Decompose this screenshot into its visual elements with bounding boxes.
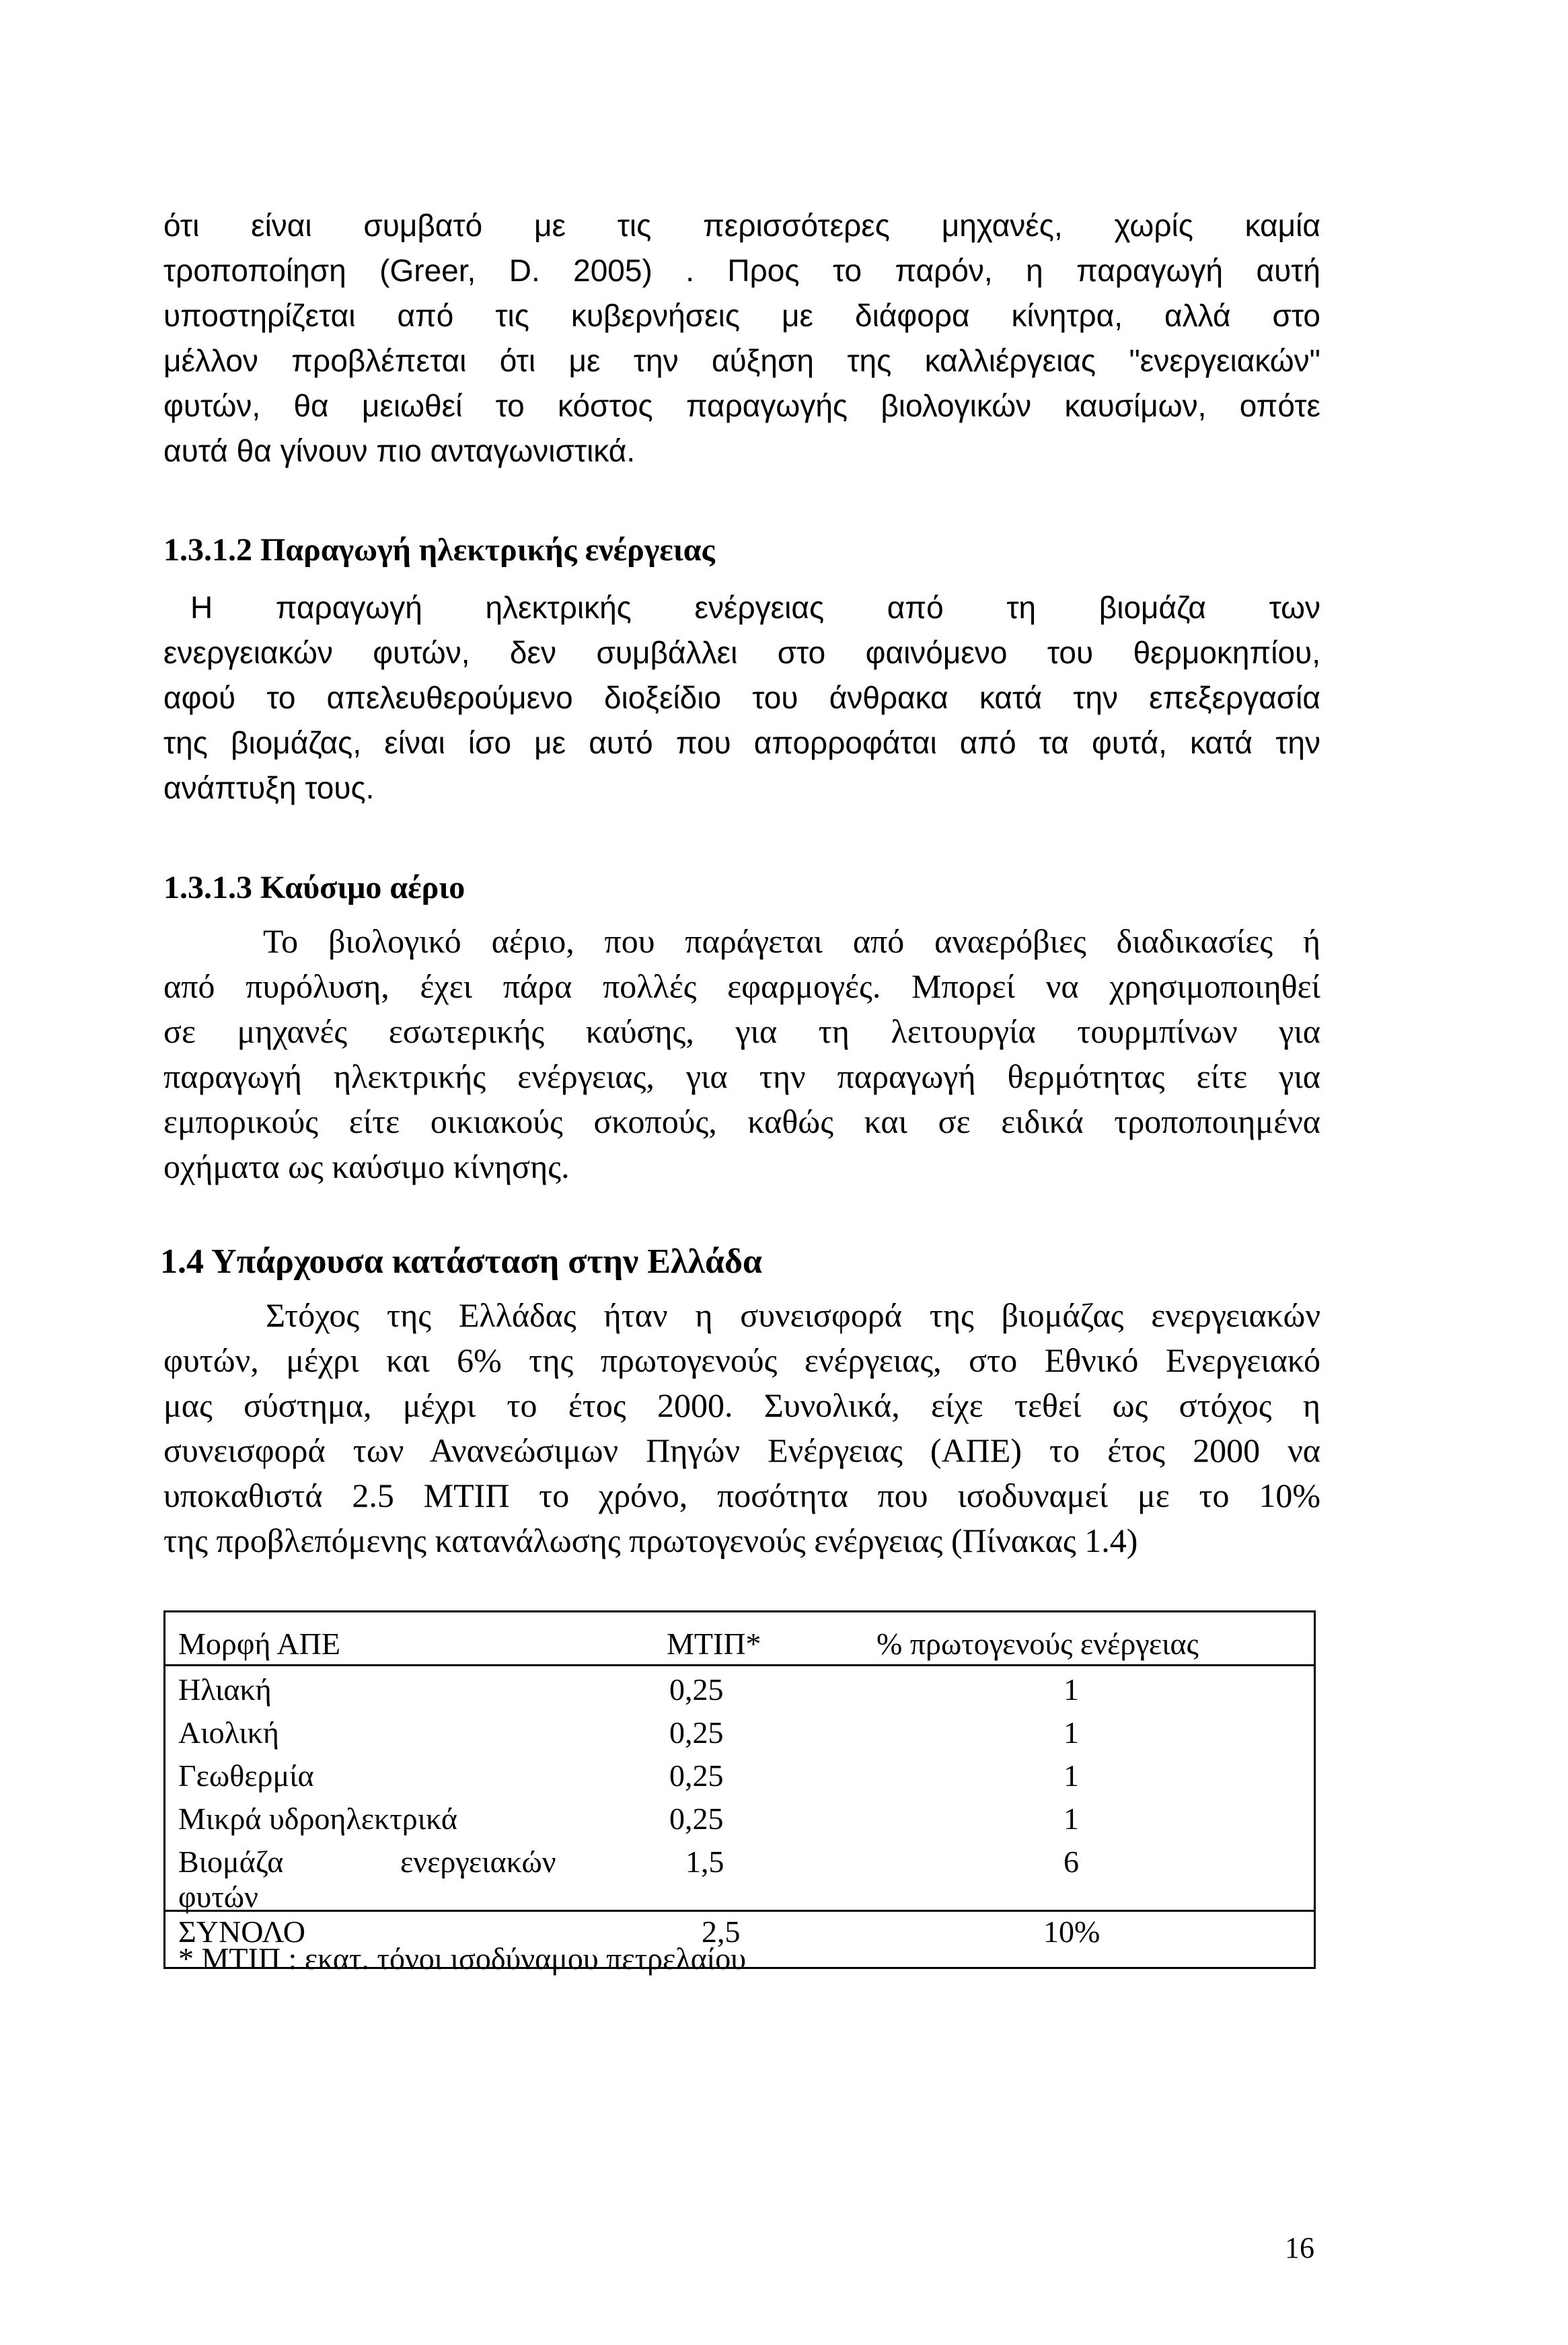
table-row-mtip: 0,25 <box>669 1801 724 1836</box>
section-heading-1-3-1-3: 1.3.1.3 Καύσιμο αέριο <box>163 870 465 905</box>
text-line: αφού το απελευθερούμενο διοξείδιο του άνθρακα κατά την επεξεργασία <box>163 680 1320 715</box>
table-row-form: Αιολική <box>178 1715 279 1750</box>
text-line: οχήματα ως καύσιμο κίνησης. <box>163 1148 570 1185</box>
paragraph-biogas <box>163 919 1320 1189</box>
table-top-rule <box>163 1610 1316 1612</box>
table-footnote: * ΜΤΙΠ : εκατ. τόνοι ισοδύναμου πετρελαίου <box>178 1941 746 1976</box>
text-line: Το βιολογικό αέριο, που παράγεται από αναερόβιες διαδικασίες ή <box>263 922 1320 960</box>
text-line: τροποποίηση (Greer, D. 2005) . Προς το παρόν, η παραγωγή αυτή <box>163 253 1320 288</box>
text-line: σε μηχανές εσωτερικής καύσης, για τη λειτουργία τουρμπίνων για <box>163 1012 1320 1050</box>
table-row-form: Γεωθερμία <box>178 1758 314 1793</box>
table-row-mtip: 1,5 <box>685 1845 724 1879</box>
text-line: μέλλον προβλέπεται ότι με την αύξηση της καλλιέργειας "ενεργειακών" <box>163 343 1320 378</box>
text-line: παραγωγή ηλεκτρικής ενέργειας, για την παραγωγή θερμότητας είτε για <box>163 1057 1320 1095</box>
text-line: φυτών, θα μειωθεί το κόστος παραγωγής βιολογικών καυσίμων, οπότε <box>163 388 1320 423</box>
paragraph-intro <box>163 203 1320 474</box>
text-line: μας σύστημα, μέχρι το έτος 2000. Συνολικά, είχε τεθεί ως στόχος η <box>163 1386 1320 1424</box>
paragraph-electricity <box>163 585 1320 811</box>
table-header-rule <box>163 1664 1316 1666</box>
table-header-pct: % πρωτογενούς ενέργειας <box>876 1627 1199 1661</box>
table-right-rule <box>1314 1610 1316 1969</box>
table-row-pct: 1 <box>1063 1715 1079 1750</box>
text-line: ανάπτυξη τους. <box>163 770 375 805</box>
text-line: ότι είναι συμβατό με τις περισσότερες μηχανές, χωρίς καμία <box>163 208 1320 243</box>
text-line: από πυρόλυση, έχει πάρα πολλές εφαρμογές. Μπορεί να χρησιμοποιηθεί <box>163 967 1320 1005</box>
table-row-pct: 6 <box>1063 1845 1079 1879</box>
section-heading-1-3-1-2: 1.3.1.2 Παραγωγή ηλεκτρικής ενέργειας <box>163 532 715 568</box>
table-total-rule <box>163 1910 1316 1912</box>
table-row-mtip: 0,25 <box>669 1672 724 1707</box>
text-line: συνεισφορά των Ανανεώσιμων Πηγών Ενέργειας (ΑΠΕ) το έτος 2000 να <box>163 1431 1320 1469</box>
table-row-mtip: 0,25 <box>669 1758 724 1793</box>
table-row-pct: 1 <box>1063 1672 1079 1707</box>
text-line: Η παραγωγή ηλεκτρικής ενέργειας από τη βιομάζα των <box>190 590 1320 625</box>
table-row-mtip: 0,25 <box>669 1715 724 1750</box>
table-row-pct: 1 <box>1063 1758 1079 1793</box>
table-row-form-part: φυτών <box>178 1879 258 1914</box>
table-total-mtip: 2,5 <box>702 1914 741 1949</box>
table-left-rule <box>163 1610 165 1969</box>
text-line: της βιομάζας, είναι ίσο με αυτό που απορροφάται από τα φυτά, κατά την <box>163 725 1320 760</box>
table-header-form: Μορφή ΑΠΕ <box>178 1627 340 1661</box>
table-total-form: ΣΥΝΟΛΟ <box>178 1914 305 1949</box>
table-row-pct: 1 <box>1063 1801 1079 1836</box>
energy-table <box>163 1610 1316 1974</box>
table-row-form-part: ενεργειακών <box>400 1845 556 1879</box>
text-line: υποκαθιστά 2.5 ΜΤΙΠ το χρόνο, ποσότητα που ισοδυναμεί με το 10% <box>163 1477 1320 1514</box>
table-row-form: Ηλιακή <box>178 1672 272 1707</box>
page-number: 16 <box>1285 2231 1314 2264</box>
section-heading-1-4: 1.4 Υπάρχουσα κατάσταση στην Ελλάδα <box>160 1242 763 1281</box>
table-row-form-part: Βιομάζα <box>178 1845 284 1879</box>
text-line: Στόχος της Ελλάδας ήταν η συνεισφορά της βιομάζας ενεργειακών <box>266 1296 1320 1334</box>
table-header-mtip: ΜΤΙΠ* <box>667 1627 761 1661</box>
text-line: υποστηρίζεται από τις κυβερνήσεις με διάφορα κίνητρα, αλλά στο <box>163 298 1320 333</box>
text-line: αυτά θα γίνουν πιο ανταγωνιστικά. <box>163 433 636 468</box>
text-line: της προβλεπόμενης κατανάλωσης πρωτογενούς ενέργειας (Πίνακας 1.4) <box>163 1522 1138 1559</box>
table-total-pct: 10% <box>1043 1914 1100 1949</box>
paragraph-greece <box>163 1293 1320 1563</box>
text-line: ενεργειακών φυτών, δεν συμβάλλει στο φαινόμενο του θερμοκηπίου, <box>163 635 1320 670</box>
text-line: φυτών, μέχρι και 6% της πρωτογενούς ενέργειας, στο Εθνικό Ενεργειακό <box>163 1341 1320 1379</box>
table-row-form: Μικρά υδροηλεκτρικά <box>178 1801 457 1836</box>
text-line: εμπορικούς είτε οικιακούς σκοπούς, καθώς και σε ειδικά τροποποιημένα <box>163 1103 1320 1140</box>
